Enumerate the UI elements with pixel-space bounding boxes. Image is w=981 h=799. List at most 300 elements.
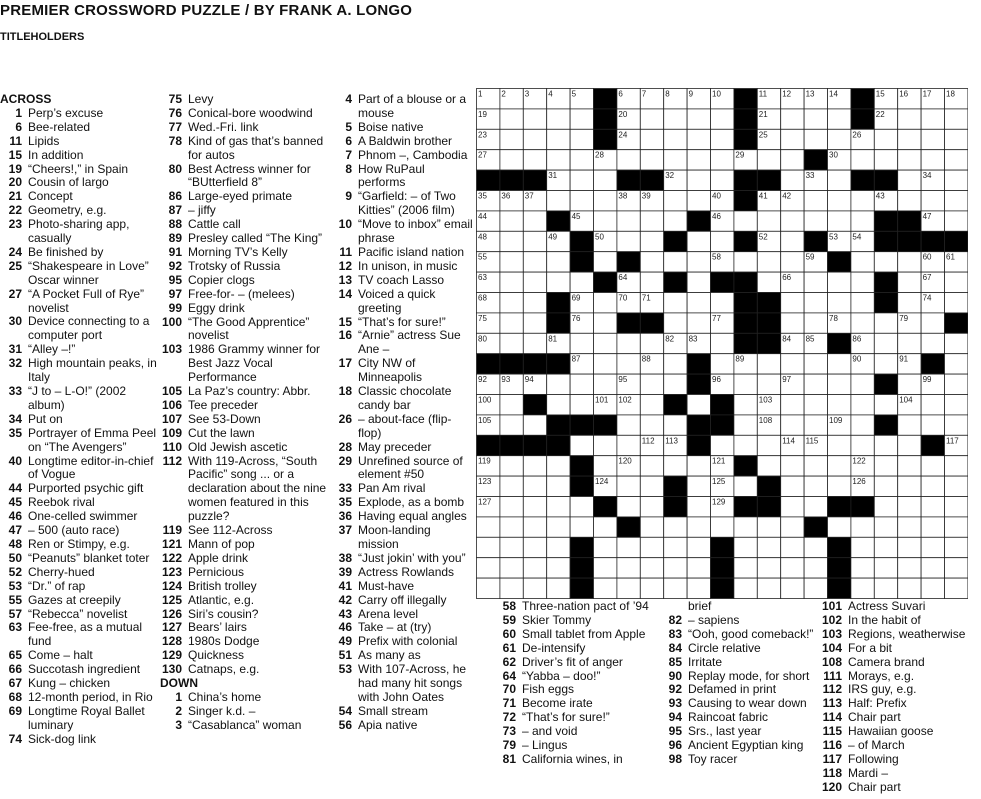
grid-cell[interactable]	[523, 211, 546, 231]
grid-cell[interactable]	[640, 497, 663, 517]
grid-cell[interactable]	[781, 109, 804, 129]
grid-cell[interactable]	[945, 150, 968, 170]
grid-cell[interactable]	[804, 497, 827, 517]
grid-cell[interactable]	[898, 333, 921, 353]
grid-cell[interactable]	[664, 313, 687, 333]
grid-cell[interactable]	[874, 578, 897, 598]
grid-cell[interactable]	[874, 456, 897, 476]
grid-cell[interactable]	[874, 129, 897, 149]
grid-cell[interactable]	[617, 435, 640, 455]
grid-cell[interactable]	[664, 129, 687, 149]
grid-cell[interactable]	[898, 374, 921, 394]
grid-cell[interactable]	[617, 354, 640, 374]
grid-cell[interactable]	[523, 272, 546, 292]
grid-cell[interactable]	[664, 537, 687, 557]
grid-cell[interactable]	[640, 476, 663, 496]
grid-cell[interactable]	[523, 537, 546, 557]
grid-cell[interactable]	[500, 272, 523, 292]
grid-cell[interactable]	[664, 456, 687, 476]
grid-cell[interactable]	[500, 497, 523, 517]
grid-cell[interactable]	[523, 313, 546, 333]
grid-cell[interactable]	[711, 170, 734, 190]
grid-cell[interactable]	[687, 517, 710, 537]
grid-cell[interactable]	[570, 395, 593, 415]
grid-cell[interactable]	[687, 252, 710, 272]
grid-cell[interactable]	[547, 497, 570, 517]
grid-cell[interactable]	[664, 415, 687, 435]
grid-cell[interactable]	[687, 191, 710, 211]
grid-cell[interactable]	[898, 456, 921, 476]
grid-cell[interactable]	[523, 415, 546, 435]
grid-cell[interactable]	[570, 374, 593, 394]
grid-cell[interactable]	[781, 476, 804, 496]
grid-cell[interactable]	[874, 395, 897, 415]
grid-cell[interactable]	[500, 211, 523, 231]
grid-cell[interactable]	[945, 211, 968, 231]
grid-cell[interactable]	[898, 476, 921, 496]
grid-cell[interactable]	[477, 578, 500, 598]
grid-cell[interactable]	[523, 558, 546, 578]
grid-cell[interactable]	[500, 231, 523, 251]
grid-cell[interactable]	[523, 476, 546, 496]
grid-cell[interactable]	[874, 537, 897, 557]
grid-cell[interactable]	[664, 211, 687, 231]
grid-cell[interactable]	[500, 578, 523, 598]
grid-cell[interactable]	[921, 456, 944, 476]
grid-cell[interactable]	[617, 537, 640, 557]
grid-cell[interactable]	[570, 435, 593, 455]
grid-cell[interactable]	[477, 517, 500, 537]
grid-cell[interactable]	[898, 537, 921, 557]
grid-cell[interactable]	[898, 150, 921, 170]
grid-cell[interactable]	[594, 558, 617, 578]
grid-cell[interactable]	[828, 354, 851, 374]
grid-cell[interactable]	[851, 415, 874, 435]
grid-cell[interactable]	[804, 211, 827, 231]
grid-cell[interactable]	[617, 333, 640, 353]
grid-cell[interactable]	[828, 109, 851, 129]
grid-cell[interactable]	[921, 395, 944, 415]
grid-cell[interactable]	[640, 415, 663, 435]
grid-cell[interactable]	[617, 578, 640, 598]
grid-cell[interactable]	[898, 191, 921, 211]
grid-cell[interactable]	[594, 191, 617, 211]
grid-cell[interactable]	[781, 497, 804, 517]
grid-cell[interactable]	[781, 252, 804, 272]
grid-cell[interactable]	[804, 191, 827, 211]
grid-cell[interactable]	[874, 354, 897, 374]
grid-cell[interactable]	[711, 129, 734, 149]
grid-cell[interactable]	[828, 374, 851, 394]
grid-cell[interactable]	[781, 558, 804, 578]
crossword-grid[interactable]	[476, 88, 968, 604]
grid-cell[interactable]	[945, 578, 968, 598]
grid-cell[interactable]	[711, 333, 734, 353]
grid-cell[interactable]	[828, 211, 851, 231]
grid-cell[interactable]	[640, 211, 663, 231]
grid-cell[interactable]	[804, 456, 827, 476]
grid-cell[interactable]	[874, 435, 897, 455]
grid-cell[interactable]	[687, 170, 710, 190]
grid-cell[interactable]	[828, 272, 851, 292]
grid-cell[interactable]	[921, 129, 944, 149]
grid-cell[interactable]	[523, 129, 546, 149]
grid-cell[interactable]	[851, 395, 874, 415]
grid-cell[interactable]	[874, 476, 897, 496]
grid-cell[interactable]	[828, 456, 851, 476]
grid-cell[interactable]	[570, 272, 593, 292]
grid-cell[interactable]	[734, 537, 757, 557]
grid-cell[interactable]	[711, 293, 734, 313]
grid-cell[interactable]	[734, 395, 757, 415]
grid-cell[interactable]	[828, 395, 851, 415]
grid-cell[interactable]	[734, 558, 757, 578]
grid-cell[interactable]	[500, 558, 523, 578]
grid-cell[interactable]	[617, 231, 640, 251]
grid-cell[interactable]	[594, 252, 617, 272]
grid-cell[interactable]	[547, 272, 570, 292]
grid-cell[interactable]	[594, 456, 617, 476]
grid-cell[interactable]	[523, 252, 546, 272]
grid-cell[interactable]	[594, 170, 617, 190]
grid-cell[interactable]	[500, 129, 523, 149]
grid-cell[interactable]	[500, 252, 523, 272]
grid-cell[interactable]	[781, 313, 804, 333]
grid-cell[interactable]	[851, 435, 874, 455]
grid-cell[interactable]	[640, 374, 663, 394]
grid-cell[interactable]	[500, 517, 523, 537]
grid-cell[interactable]	[851, 252, 874, 272]
grid-cell[interactable]	[523, 109, 546, 129]
grid-cell[interactable]	[664, 293, 687, 313]
grid-cell[interactable]	[757, 211, 780, 231]
grid-cell[interactable]	[921, 537, 944, 557]
grid-cell[interactable]	[804, 578, 827, 598]
grid-cell[interactable]	[640, 333, 663, 353]
grid-cell[interactable]	[523, 333, 546, 353]
grid-cell[interactable]	[664, 252, 687, 272]
grid-cell[interactable]	[945, 395, 968, 415]
grid-cell[interactable]	[640, 150, 663, 170]
grid-cell[interactable]	[757, 374, 780, 394]
grid-cell[interactable]	[640, 231, 663, 251]
grid-cell[interactable]	[640, 272, 663, 292]
grid-cell[interactable]	[711, 150, 734, 170]
grid-cell[interactable]	[594, 333, 617, 353]
grid-cell[interactable]	[804, 476, 827, 496]
grid-cell[interactable]	[874, 333, 897, 353]
grid-cell[interactable]	[828, 170, 851, 190]
grid-cell[interactable]	[851, 537, 874, 557]
grid-cell[interactable]	[874, 558, 897, 578]
grid-cell[interactable]	[757, 558, 780, 578]
grid-cell[interactable]	[711, 109, 734, 129]
grid-cell[interactable]	[945, 517, 968, 537]
grid-cell[interactable]	[687, 293, 710, 313]
grid-cell[interactable]	[898, 578, 921, 598]
grid-cell[interactable]	[828, 476, 851, 496]
grid-cell[interactable]	[804, 109, 827, 129]
grid-cell[interactable]	[781, 415, 804, 435]
grid-cell[interactable]	[945, 129, 968, 149]
grid-cell[interactable]	[874, 517, 897, 537]
grid-cell[interactable]	[640, 517, 663, 537]
grid-cell[interactable]	[664, 109, 687, 129]
grid-cell[interactable]	[594, 313, 617, 333]
grid-cell[interactable]	[945, 333, 968, 353]
grid-cell[interactable]	[687, 129, 710, 149]
grid-cell[interactable]	[804, 129, 827, 149]
grid-cell[interactable]	[757, 354, 780, 374]
grid-cell[interactable]	[711, 435, 734, 455]
grid-cell[interactable]	[523, 293, 546, 313]
grid-cell[interactable]	[734, 517, 757, 537]
grid-cell[interactable]	[500, 476, 523, 496]
grid-cell[interactable]	[898, 497, 921, 517]
grid-cell[interactable]	[570, 129, 593, 149]
grid-cell[interactable]	[851, 272, 874, 292]
grid-cell[interactable]	[547, 109, 570, 129]
grid-cell[interactable]	[687, 476, 710, 496]
grid-cell[interactable]	[828, 435, 851, 455]
grid-cell[interactable]	[851, 293, 874, 313]
grid-cell[interactable]	[734, 252, 757, 272]
grid-cell[interactable]	[874, 252, 897, 272]
grid-cell[interactable]	[687, 497, 710, 517]
grid-cell[interactable]	[734, 476, 757, 496]
grid-cell[interactable]	[757, 456, 780, 476]
grid-cell[interactable]	[734, 415, 757, 435]
grid-cell[interactable]	[757, 578, 780, 598]
grid-cell[interactable]	[945, 456, 968, 476]
grid-cell[interactable]	[640, 252, 663, 272]
grid-cell[interactable]	[828, 293, 851, 313]
grid-cell[interactable]	[921, 476, 944, 496]
grid-cell[interactable]	[523, 456, 546, 476]
grid-cell[interactable]	[570, 191, 593, 211]
grid-cell[interactable]	[804, 558, 827, 578]
grid-cell[interactable]	[898, 517, 921, 537]
grid-cell[interactable]	[921, 517, 944, 537]
grid-cell[interactable]	[664, 578, 687, 598]
grid-cell[interactable]	[945, 476, 968, 496]
grid-cell[interactable]	[898, 272, 921, 292]
grid-cell[interactable]	[757, 150, 780, 170]
grid-cell[interactable]	[570, 497, 593, 517]
grid-cell[interactable]	[687, 578, 710, 598]
grid-cell[interactable]	[570, 150, 593, 170]
grid-cell[interactable]	[477, 537, 500, 557]
grid-cell[interactable]	[687, 272, 710, 292]
grid-cell[interactable]	[617, 497, 640, 517]
grid-cell[interactable]	[898, 129, 921, 149]
grid-cell[interactable]	[804, 415, 827, 435]
grid-cell[interactable]	[804, 395, 827, 415]
grid-cell[interactable]	[640, 537, 663, 557]
grid-cell[interactable]	[594, 354, 617, 374]
grid-cell[interactable]	[898, 558, 921, 578]
grid-cell[interactable]	[523, 231, 546, 251]
grid-cell[interactable]	[547, 252, 570, 272]
grid-cell[interactable]	[617, 211, 640, 231]
grid-cell[interactable]	[640, 109, 663, 129]
grid-cell[interactable]	[921, 150, 944, 170]
grid-cell[interactable]	[640, 129, 663, 149]
grid-cell[interactable]	[547, 129, 570, 149]
grid-cell[interactable]	[921, 191, 944, 211]
grid-cell[interactable]	[734, 578, 757, 598]
grid-cell[interactable]	[781, 150, 804, 170]
grid-cell[interactable]	[781, 231, 804, 251]
grid-cell[interactable]	[687, 231, 710, 251]
grid-cell[interactable]	[523, 150, 546, 170]
grid-cell[interactable]	[500, 395, 523, 415]
grid-cell[interactable]	[757, 435, 780, 455]
grid-cell[interactable]	[500, 313, 523, 333]
grid-cell[interactable]	[711, 231, 734, 251]
grid-cell[interactable]	[898, 435, 921, 455]
grid-cell[interactable]	[547, 578, 570, 598]
grid-cell[interactable]	[500, 293, 523, 313]
grid-cell[interactable]	[594, 211, 617, 231]
grid-cell[interactable]	[945, 191, 968, 211]
grid-cell[interactable]	[945, 497, 968, 517]
grid-cell[interactable]	[500, 537, 523, 557]
grid-cell[interactable]	[594, 293, 617, 313]
grid-cell[interactable]	[851, 211, 874, 231]
grid-cell[interactable]	[757, 537, 780, 557]
grid-cell[interactable]	[781, 456, 804, 476]
grid-cell[interactable]	[828, 517, 851, 537]
grid-cell[interactable]	[687, 558, 710, 578]
grid-cell[interactable]	[945, 537, 968, 557]
grid-cell[interactable]	[804, 313, 827, 333]
grid-cell[interactable]	[874, 497, 897, 517]
grid-cell[interactable]	[500, 150, 523, 170]
grid-cell[interactable]	[594, 435, 617, 455]
grid-cell[interactable]	[921, 415, 944, 435]
grid-cell[interactable]	[757, 252, 780, 272]
grid-cell[interactable]	[804, 293, 827, 313]
grid-cell[interactable]	[664, 150, 687, 170]
grid-cell[interactable]	[547, 191, 570, 211]
grid-cell[interactable]	[898, 109, 921, 129]
grid-cell[interactable]	[617, 150, 640, 170]
grid-cell[interactable]	[874, 313, 897, 333]
grid-cell[interactable]	[547, 150, 570, 170]
grid-cell[interactable]	[781, 354, 804, 374]
grid-cell[interactable]	[921, 558, 944, 578]
grid-cell[interactable]	[945, 170, 968, 190]
grid-cell[interactable]	[477, 558, 500, 578]
grid-cell[interactable]	[617, 476, 640, 496]
grid-cell[interactable]	[781, 170, 804, 190]
grid-cell[interactable]	[734, 211, 757, 231]
grid-cell[interactable]	[640, 578, 663, 598]
grid-cell[interactable]	[570, 517, 593, 537]
grid-cell[interactable]	[734, 374, 757, 394]
grid-cell[interactable]	[874, 150, 897, 170]
grid-cell[interactable]	[851, 150, 874, 170]
grid-cell[interactable]	[804, 272, 827, 292]
grid-cell[interactable]	[711, 517, 734, 537]
grid-cell[interactable]	[640, 558, 663, 578]
grid-cell[interactable]	[781, 517, 804, 537]
grid-cell[interactable]	[804, 537, 827, 557]
grid-cell[interactable]	[757, 517, 780, 537]
grid-cell[interactable]	[898, 252, 921, 272]
grid-cell[interactable]	[804, 354, 827, 374]
grid-cell[interactable]	[898, 170, 921, 190]
grid-cell[interactable]	[570, 170, 593, 190]
grid-cell[interactable]	[945, 354, 968, 374]
grid-cell[interactable]	[664, 191, 687, 211]
grid-cell[interactable]	[687, 313, 710, 333]
grid-cell[interactable]	[687, 150, 710, 170]
grid-cell[interactable]	[945, 374, 968, 394]
grid-cell[interactable]	[687, 456, 710, 476]
grid-cell[interactable]	[594, 374, 617, 394]
grid-cell[interactable]	[500, 415, 523, 435]
grid-cell[interactable]	[781, 129, 804, 149]
grid-cell[interactable]	[594, 578, 617, 598]
grid-cell[interactable]	[687, 109, 710, 129]
grid-cell[interactable]	[664, 558, 687, 578]
grid-cell[interactable]	[781, 395, 804, 415]
grid-cell[interactable]	[921, 109, 944, 129]
grid-cell[interactable]	[523, 578, 546, 598]
grid-cell[interactable]	[945, 109, 968, 129]
grid-cell[interactable]	[757, 272, 780, 292]
grid-cell[interactable]	[851, 558, 874, 578]
grid-cell[interactable]	[898, 293, 921, 313]
grid-cell[interactable]	[547, 395, 570, 415]
grid-cell[interactable]	[547, 517, 570, 537]
grid-cell[interactable]	[500, 333, 523, 353]
grid-cell[interactable]	[781, 537, 804, 557]
grid-cell[interactable]	[781, 211, 804, 231]
grid-cell[interactable]	[500, 109, 523, 129]
grid-cell[interactable]	[547, 476, 570, 496]
grid-cell[interactable]	[828, 129, 851, 149]
grid-cell[interactable]	[851, 517, 874, 537]
grid-cell[interactable]	[523, 517, 546, 537]
grid-cell[interactable]	[851, 313, 874, 333]
grid-cell[interactable]	[945, 558, 968, 578]
grid-cell[interactable]	[781, 578, 804, 598]
grid-cell[interactable]	[734, 435, 757, 455]
grid-cell[interactable]	[594, 517, 617, 537]
grid-cell[interactable]	[500, 456, 523, 476]
grid-cell[interactable]	[851, 374, 874, 394]
grid-cell[interactable]	[547, 374, 570, 394]
grid-cell[interactable]	[547, 456, 570, 476]
grid-cell[interactable]	[640, 395, 663, 415]
grid-cell[interactable]	[945, 415, 968, 435]
grid-cell[interactable]	[898, 415, 921, 435]
grid-cell[interactable]	[921, 333, 944, 353]
grid-cell[interactable]	[617, 415, 640, 435]
grid-cell[interactable]	[711, 354, 734, 374]
grid-cell[interactable]	[687, 395, 710, 415]
grid-cell[interactable]	[851, 191, 874, 211]
grid-cell[interactable]	[570, 333, 593, 353]
grid-cell[interactable]	[523, 497, 546, 517]
grid-cell[interactable]	[945, 293, 968, 313]
grid-cell[interactable]	[921, 497, 944, 517]
grid-cell[interactable]	[570, 109, 593, 129]
grid-cell[interactable]	[921, 578, 944, 598]
